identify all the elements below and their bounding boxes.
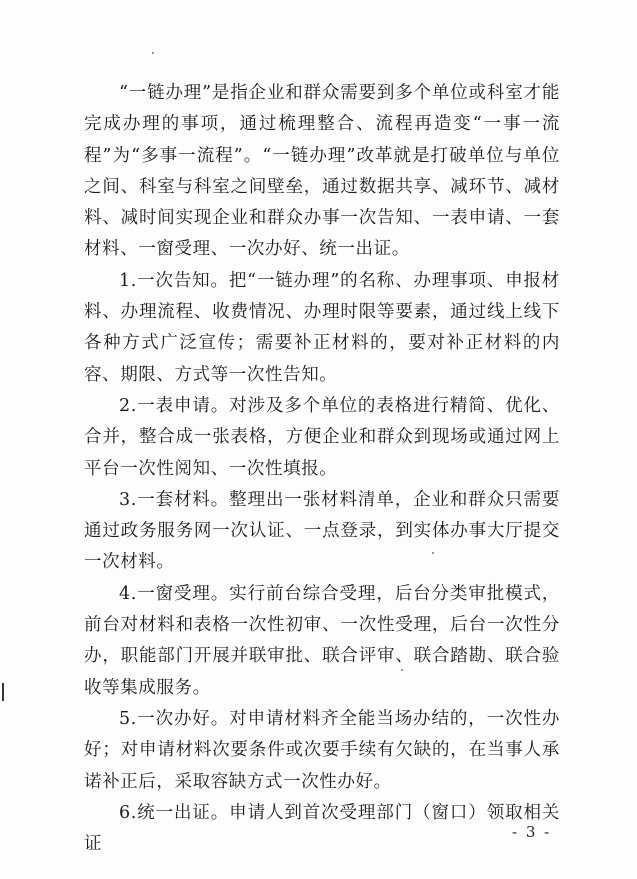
paragraph-intro: “一链办理”是指企业和群众需要到多个单位或科室才能完成办理的事项，通过梳理整合、流程再造变“一事一流程”为“多事一流程”。“一链办理”改革就是打破单位与单位之间、科室与科室之间壁垒，通过数据共享、减环节、减材料、减时间实现企业和群众办事一次告知、一表申请、一套材料、一窗受理、一次办好、统一出证。 (84, 83, 560, 260)
document-body (84, 78, 560, 860)
paragraph-item-2: 2.一表申请。对涉及多个单位的表格进行精简、优化、合并，整合成一张表格，方便企业和群众到现场或通过网上平台一次性阅知、一次性填报。 (84, 395, 560, 479)
paragraph-item-3: 3.一套材料。整理出一张材料清单，企业和群众只需要通过政务服务网一次认证、一点登录，到实体办事大厅提交一次材料。 (84, 489, 560, 573)
paragraph-item-6: 6.统一出证。申请人到首次受理部门（窗口）领取相关证 (84, 802, 560, 855)
scan-speck (152, 52, 154, 54)
scan-edge-mark (2, 683, 4, 701)
paragraph-item-5: 5.一次办好。对申请材料齐全能当场办结的，一次性办好；对申请材料次要条件或次要手续有欠缺的，在当事人承诺补正后，采取容缺方式一次性办好。 (84, 708, 560, 792)
page-number: - 3 - (512, 823, 552, 841)
paragraph-item-4: 4.一窗受理。实行前台综合受理，后台分类审批模式，前台对材料和表格一次性初审、一次性受理，后台一次性分办，职能部门开展并联审批、联合评审、联合踏勘、联合验收等集成服务。 (84, 583, 560, 698)
paragraph-item-1: 1.一次告知。把“一链办理”的名称、办理事项、申报材料、办理流程、收费情况、办理时限等要素，通过线上线下各种方式广泛宣传；需要补正材料的，要对补正材料的内容、期限、方式等一次性告知。 (84, 270, 560, 385)
